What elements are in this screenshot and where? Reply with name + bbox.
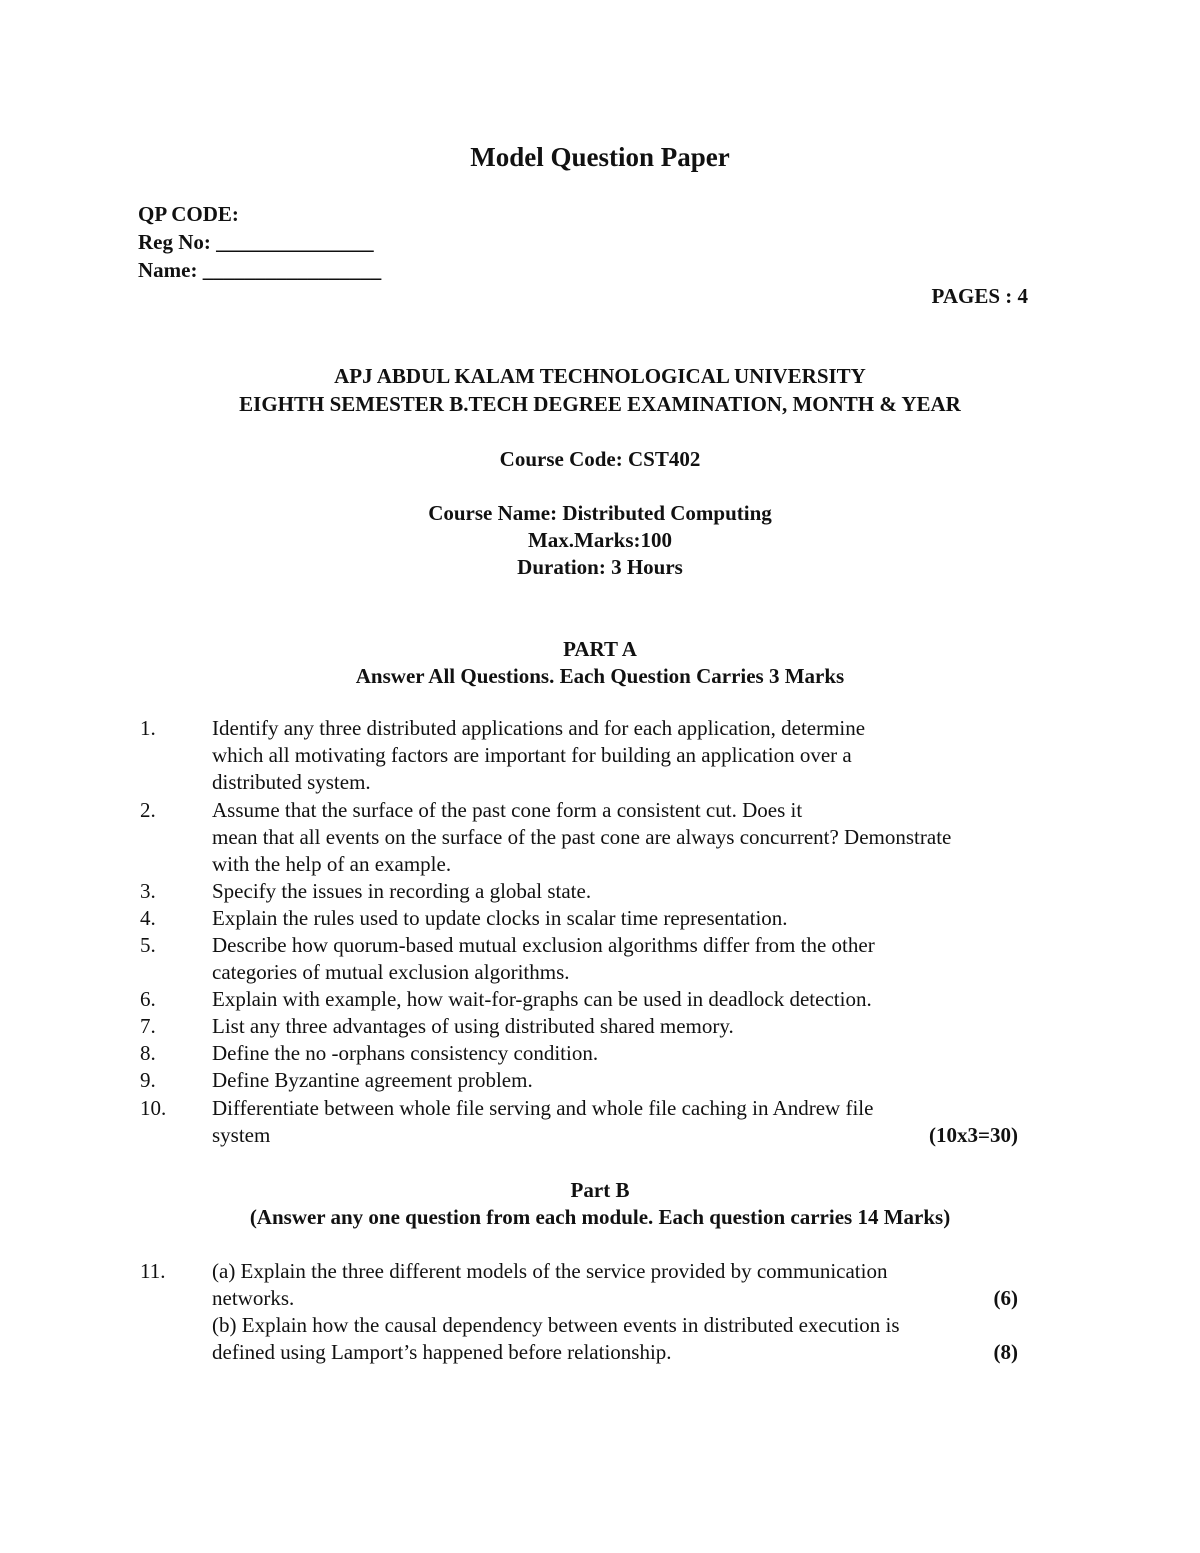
part-b-instruction: (Answer any one question from each module. Each question carries 14 Marks) [249, 1205, 951, 1229]
question-text: Define the no -orphans consistency condition. [212, 1041, 599, 1065]
question-text: distributed system. [212, 770, 371, 794]
question-number: 8. [140, 1041, 156, 1065]
question-text: mean that all events on the surface of the past cone are always concurrent? Demonstrate [212, 825, 952, 849]
question-marks: (8) [993, 1340, 1018, 1364]
part-a-heading: PART A [563, 637, 637, 661]
question-text: Identify any three distributed applications and for each application, determine [212, 716, 866, 740]
part-a-total-marks: (10x3=30) [929, 1123, 1018, 1147]
question-text: Define Byzantine agreement problem. [212, 1068, 533, 1092]
question-text: networks. [212, 1286, 295, 1310]
question-number: 9. [140, 1068, 156, 1092]
question-text: categories of mutual exclusion algorithms. [212, 960, 570, 984]
qp-code-label: QP CODE: [138, 202, 239, 226]
question-text: Describe how quorum-based mutual exclusion algorithms differ from the other [212, 933, 875, 957]
question-number: 4. [140, 906, 156, 930]
question-text: List any three advantages of using distributed shared memory. [212, 1014, 734, 1038]
reg-no-field: Reg No: _______________ [138, 230, 374, 254]
question-text: system [212, 1123, 271, 1147]
question-number: 6. [140, 987, 156, 1011]
question-number: 5. [140, 933, 156, 957]
part-a-instruction: Answer All Questions. Each Question Carries 3 Marks [355, 664, 845, 688]
question-text: (b) Explain how the causal dependency between events in distributed execution is [212, 1313, 900, 1337]
duration: Duration: 3 Hours [517, 555, 683, 579]
question-text: defined using Lamport’s happened before relationship. [212, 1340, 672, 1364]
question-number: 3. [140, 879, 156, 903]
question-number: 7. [140, 1014, 156, 1038]
question-text: which all motivating factors are important for building an application over a [212, 743, 852, 767]
part-b-heading: Part B [570, 1178, 630, 1202]
question-number: 10. [140, 1096, 167, 1120]
pages-count: PAGES : 4 [931, 284, 1028, 308]
question-text: Assume that the surface of the past cone form a consistent cut. Does it [212, 798, 803, 822]
course-name: Course Name: Distributed Computing [428, 501, 772, 525]
university-name: APJ ABDUL KALAM TECHNOLOGICAL UNIVERSITY [334, 364, 866, 388]
question-marks: (6) [993, 1286, 1018, 1310]
question-text: Explain the rules used to update clocks in scalar time representation. [212, 906, 788, 930]
question-number: 11. [140, 1259, 166, 1283]
name-field: Name: _________________ [138, 258, 382, 282]
question-text: with the help of an example. [212, 852, 452, 876]
max-marks: Max.Marks:100 [527, 528, 673, 552]
question-text: (a) Explain the three different models of the service provided by communication [212, 1259, 888, 1283]
question-text: Differentiate between whole file serving and whole file caching in Andrew file [212, 1096, 874, 1120]
page-title: Model Question Paper [470, 142, 730, 172]
question-text: Explain with example, how wait-for-graphs can be used in deadlock detection. [212, 987, 872, 1011]
question-number: 2. [140, 798, 156, 822]
question-text: Specify the issues in recording a global state. [212, 879, 592, 903]
question-number: 1. [140, 716, 156, 740]
exam-title: EIGHTH SEMESTER B.TECH DEGREE EXAMINATION, MONTH & YEAR [239, 392, 961, 416]
course-code: Course Code: CST402 [499, 447, 701, 471]
